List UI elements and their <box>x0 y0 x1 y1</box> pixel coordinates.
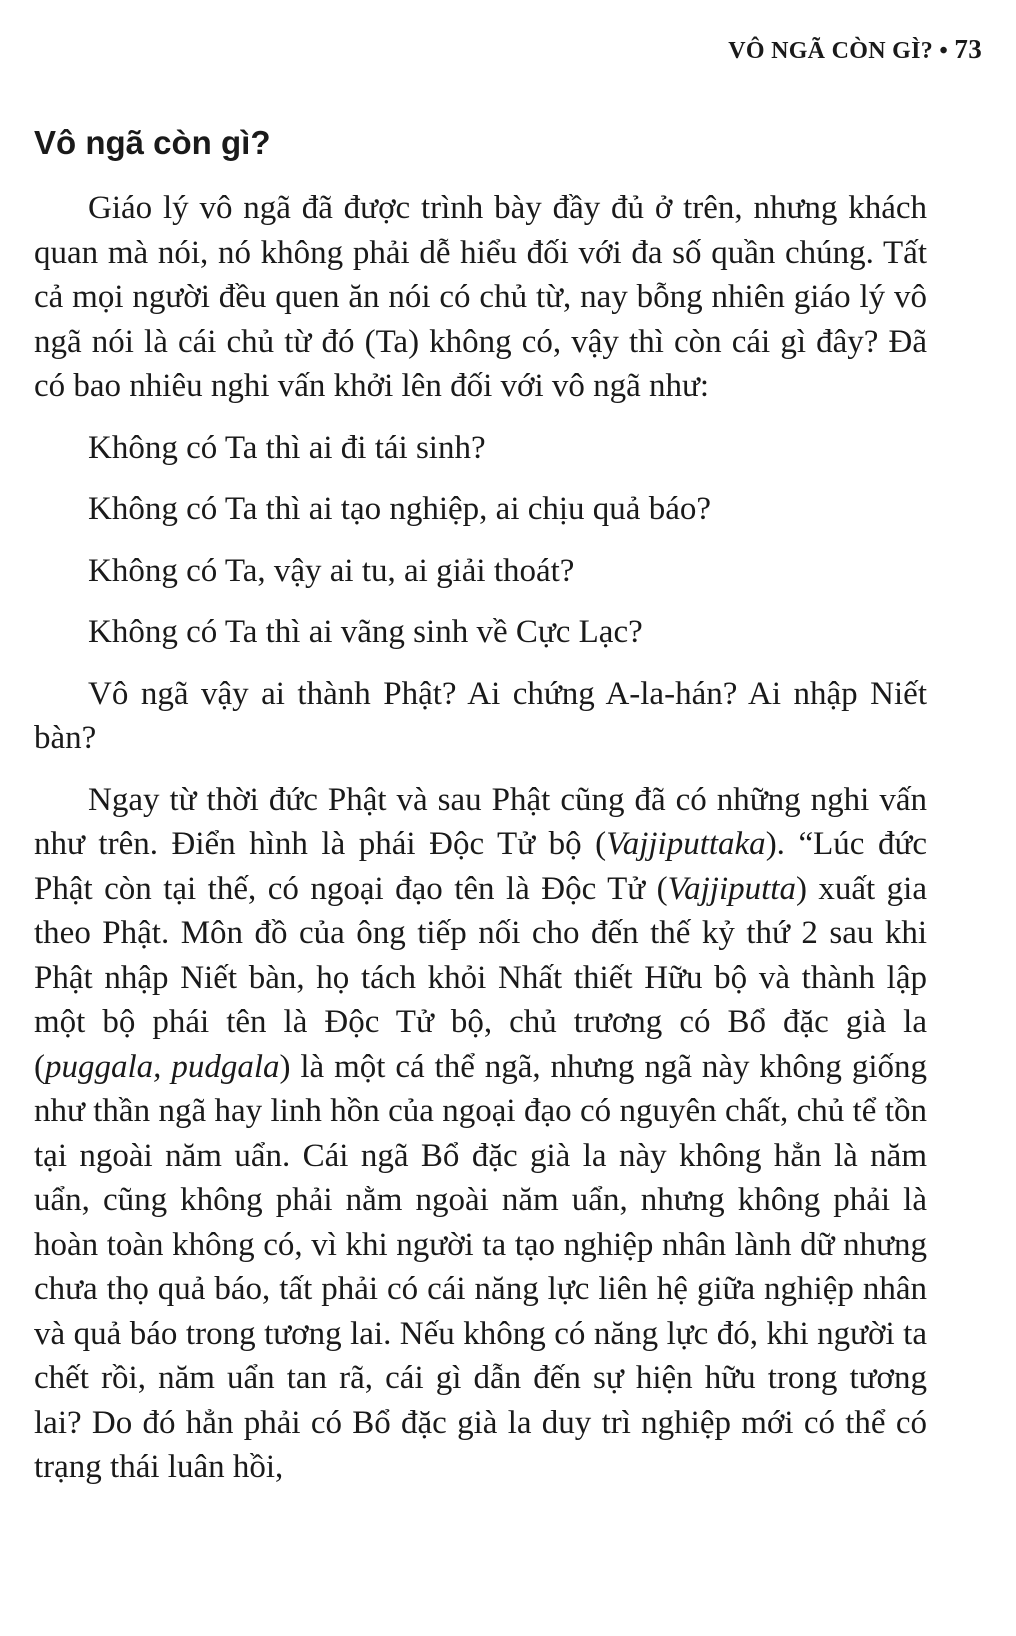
running-title: VÔ NGÃ CÒN GÌ? <box>728 38 934 64</box>
text-run: ). “Lúc đức Phật còn tại thế, có ngoại đạo tên là Độc Tử ( <box>34 826 927 907</box>
italic-term: Vajjiputtaka <box>606 826 766 862</box>
section-title: Vô ngã còn gì? <box>34 124 271 161</box>
text-run: ) là một cá thể ngã, nhưng ngã này không giống như thần ngã hay linh hồn của ngoại đạo có nguyên chất, chủ tể tồn tại ngoài năm uẩn. Cái ngã Bổ đặc già la này không hẳn là năm uẩn, cũng không phải nằm ngoài năm uẩn, nhưng không phải là hoàn toàn không có, vì khi người ta tạo nghiệp nhân lành dữ nhưng chưa thọ quả báo, tất phải có cái năng lực liên hệ giữa nghiệp nhân và quả báo trong tương lai. Nếu không có năng lực đó, khi người ta chết rồi, năm uẩn tan rã, cái gì dẫn đến sự hiện hữu trong tương lai? Do đó hẳn phải có Bổ đặc già la duy trì nghiệp mới có thể có trạng thái luân hồi, <box>34 1048 928 1485</box>
text-run: ) xuất gia theo Phật. Môn đồ của ông tiếp nối cho đến thế kỷ thứ 2 sau khi Phật nhập Niết bàn, họ tách khỏi Nhất thiết Hữu bộ và thành lập một bộ phái tên là Độc Tử bộ, chủ trương có Bổ đặc già la ( <box>34 870 927 1085</box>
paragraph-intro: Giáo lý vô ngã đã được trình bày đầy đủ ở trên, nhưng khách quan mà nói, nó không phải dễ hiểu đối với đa số quần chúng. Tất cả mọi người đều quen ăn nói có chủ từ, nay bỗng nhiên giáo lý vô ngã nói là cái chủ từ đó (Ta) không có, vậy thì còn cái gì đây? Đã có bao nhiêu nghi vấn khởi lên đối với vô ngã như: <box>34 190 927 404</box>
running-header <box>34 34 982 65</box>
question-4: Không có Ta thì ai vãng sinh về Cực Lạc? <box>88 614 643 650</box>
italic-term: Vajjiputta <box>667 870 796 907</box>
question-5: Vô ngã vậy ai thành Phật? Ai chứng A-la-hán? Ai nhập Niết bàn? <box>34 675 927 756</box>
header-separator: • <box>939 38 949 64</box>
question-3: Không có Ta, vậy ai tu, ai giải thoát? <box>88 552 575 589</box>
question-2: Không có Ta thì ai tạo nghiệp, ai chịu quả báo? <box>88 491 711 527</box>
question-1: Không có Ta thì ai đi tái sinh? <box>88 429 486 466</box>
italic-term: puggala, pudgala <box>45 1048 280 1085</box>
text-run: Ngay từ thời đức Phật và sau Phật cũng đã có những nghi vấn như trên. Điển hình là phái Độc Tử bộ ( <box>34 781 927 862</box>
body-text <box>34 186 927 1490</box>
paragraph-vajjiputtaka <box>34 778 927 1490</box>
page-number: 73 <box>954 34 982 64</box>
